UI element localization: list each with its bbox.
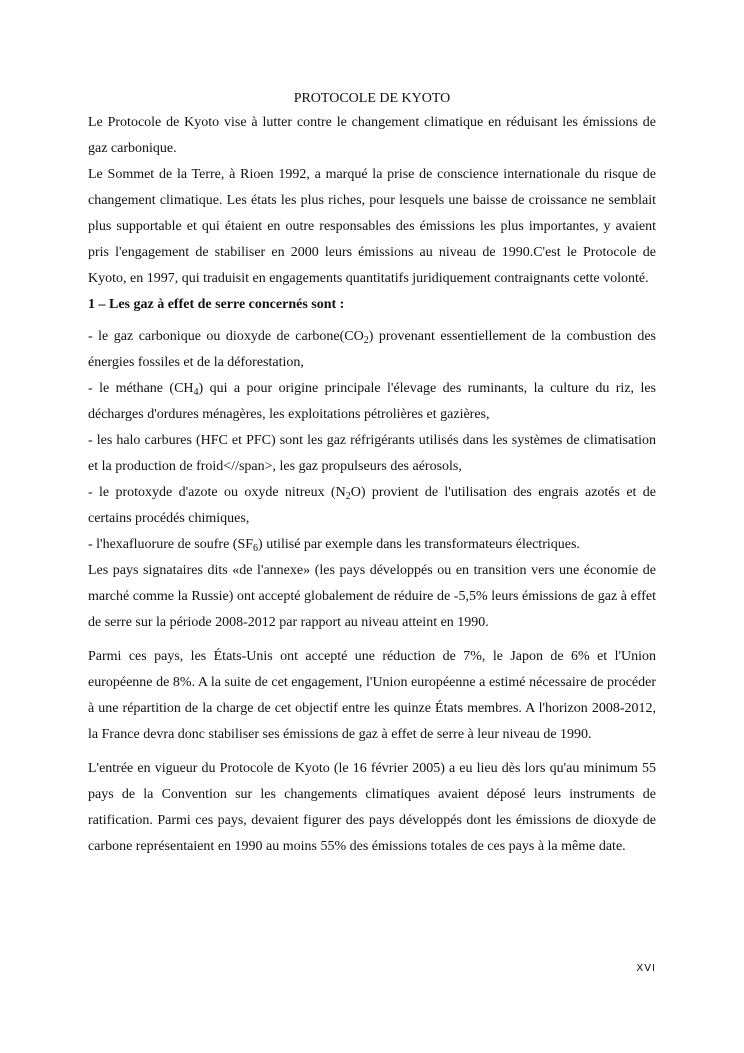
page-number: XVI: [636, 963, 656, 974]
gas-item-n2o: - le protoxyde d'azote ou oxyde nitreux $(N_2O)$ provient de l'utilisation des engrais azotés et de certains procédés chimiques,: [88, 485, 656, 526]
intro-paragraph-2: Le Sommet de la Terre, à Rioen 1992, a marqué la prise de conscience internationale du risque de changement climatique. Les états les plus riches, pour lesquels une baisse de croissance ne semblait plus supportable et qui étaient en outre responsables des émissions les plus importantes, y avaient pris l'engagement de stabiliser en 2000 leurs émissions au niveau de 1990.C'est le Protocole de Kyoto, en 1997, qui traduisit en engagements quantitatifs juridiquement contraignants cette volonté.: [88, 167, 656, 286]
body-paragraph-1: Les pays signataires dits «de l'annexe» (les pays développés ou en transition vers une économie de marché comme la Russie) ont accepté globalement de réduire de -5,5% leurs émissions de gaz à effet de serre sur la période 2008-2012 par rapport au niveau atteint en 1990.: [88, 563, 656, 630]
document-page: [88, 88, 656, 860]
intro-paragraph-1: Le Protocole de Kyoto vise à lutter contre le changement climatique en réduisant les émissions de gaz carbonique.: [88, 115, 656, 156]
gas-item-ch4: - le méthane $(CH_4)$ qui a pour origine principale l'élevage des ruminants, la culture du riz, les décharges d'ordures ménagères, les exploitations pétrolières et gazières,: [88, 381, 656, 422]
document-title: PROTOCOLE DE KYOTO: [293, 91, 451, 106]
body-paragraph-3: L'entrée en vigueur du Protocole de Kyoto (le 16 février 2005) a eu lieu dès lors qu'au minimum 55 pays de la Convention sur les changements climatiques avaient déposé leurs instruments de ratification. Parmi ces pays, devaient figurer des pays développés dont les émissions de dioxyde de carbone représentaient en 1990 au moins 55% des émissions totales de ces pays à la même date.: [88, 761, 656, 854]
gas-item-halocarbures: - les halo carbures (HFC et PFC) sont les gaz réfrigérants utilisés dans les systèmes de climatisation et la production de froid<//span>, les gaz propulseurs des aérosols,: [88, 433, 656, 474]
gas-item-sf6: - l'hexafluorure de soufre $(SF_6)$ utilisé par exemple dans les transformateurs électriques.: [88, 537, 580, 554]
body-paragraph-2: Parmi ces pays, les États-Unis ont accepté une réduction de 7%, le Japon de 6% et l'Union européenne de 8%. A la suite de cet engagement, l'Union européenne a estimé nécessaire de procéder à une répartition de la charge de cet objectif entre les quinze États membres. A l'horizon 2008-2012, la France devra donc stabiliser ses émissions de gaz à effet de serre à leur niveau de 1990.: [88, 649, 656, 742]
gas-list: [88, 324, 656, 558]
section-heading: 1 – Les gaz à effet de serre concernés sont :: [88, 297, 345, 312]
gas-item-co2: - le gaz carbonique ou dioxyde de $carbone(CO_2)$ provenant essentiellement de la combustion des énergies fossiles et de la déforestation,: [88, 329, 656, 370]
